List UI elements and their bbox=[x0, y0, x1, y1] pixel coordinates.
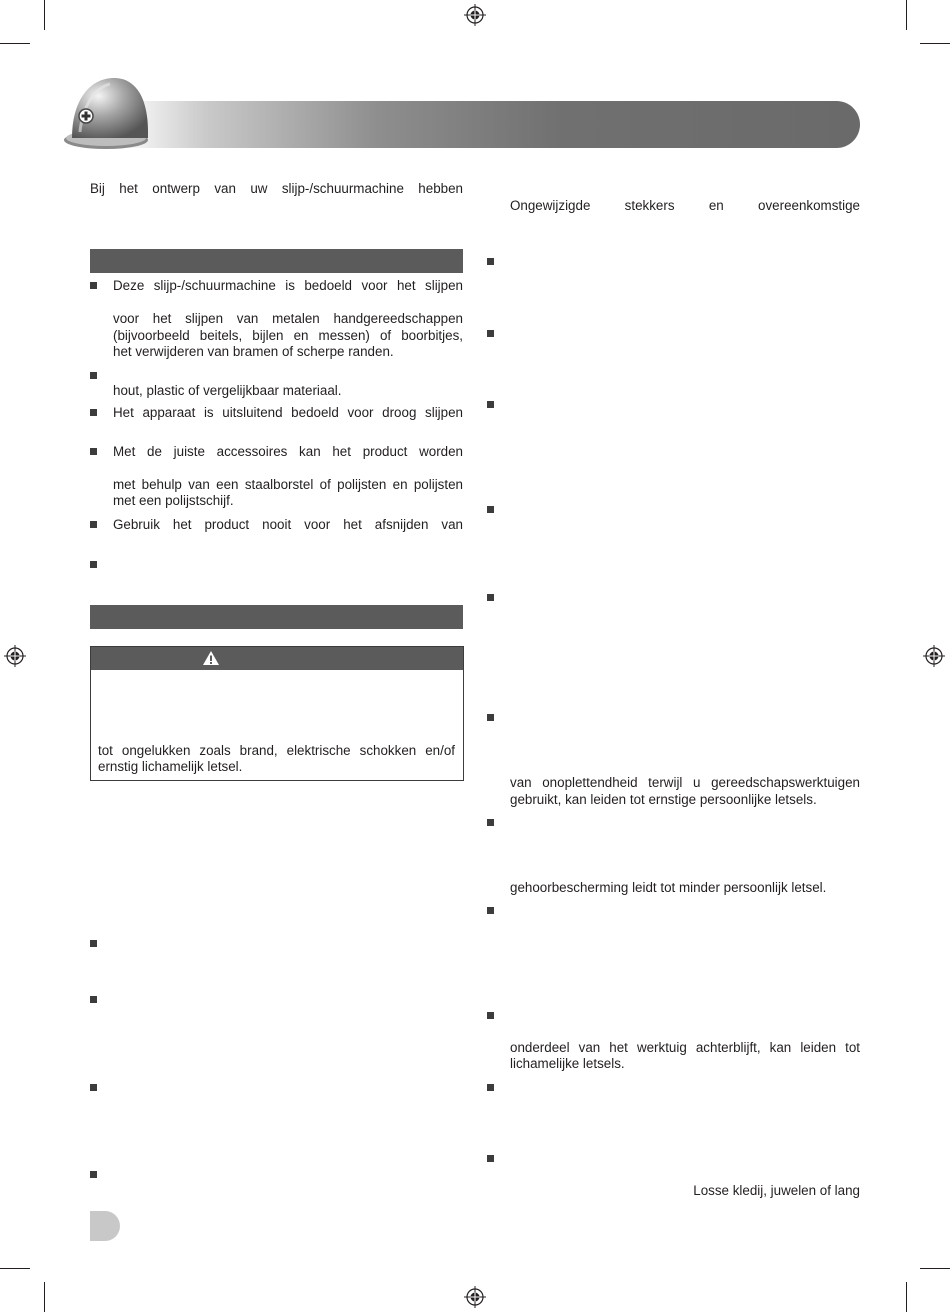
bullet-marker bbox=[90, 1084, 97, 1091]
bullet-marker bbox=[90, 996, 97, 1003]
bullet-marker bbox=[90, 409, 97, 416]
crop-mark bbox=[906, 1282, 907, 1312]
right-text: gehoorbescherming leidt tot minder persoonlijk letsel. bbox=[510, 880, 827, 895]
bullet-marker bbox=[90, 561, 97, 568]
bullet-marker bbox=[487, 1084, 494, 1091]
right-text: Ongewijzigde stekkers en overeenkomstige bbox=[510, 198, 860, 213]
bullet-text: met een polijstschijf. bbox=[113, 493, 234, 508]
bullet-marker bbox=[487, 1155, 494, 1162]
bullet-marker bbox=[90, 940, 97, 947]
bullet-marker bbox=[90, 1171, 97, 1178]
registration-mark-icon bbox=[923, 645, 945, 667]
registration-mark-icon bbox=[4, 645, 26, 667]
bullet-text: Deze slijp-/schuurmachine is bedoeld voor het slijpen bbox=[113, 278, 463, 293]
section-header-bar bbox=[90, 605, 463, 629]
bullet-marker bbox=[487, 594, 494, 601]
crop-mark bbox=[920, 1268, 950, 1269]
bullet-marker bbox=[487, 819, 494, 826]
right-text: gebruikt, kan leiden tot ernstige persoonlijke letsels. bbox=[510, 792, 817, 807]
registration-mark-icon bbox=[464, 4, 486, 26]
bullet-marker bbox=[487, 401, 494, 408]
page-tab bbox=[90, 1211, 120, 1241]
bullet-text: Gebruik het product nooit voor het afsnijden van bbox=[113, 517, 463, 532]
bullet-text: Met de juiste accessoires kan het product worden bbox=[113, 444, 463, 459]
header-banner bbox=[118, 101, 860, 148]
bullet-marker bbox=[487, 258, 494, 265]
registration-mark-icon bbox=[464, 1286, 486, 1308]
right-text: van onoplettendheid terwijl u gereedschapswerktuigen bbox=[510, 775, 860, 790]
crop-mark bbox=[0, 43, 30, 44]
bullet-text: hout, plastic of vergelijkbaar materiaal. bbox=[113, 383, 342, 398]
bullet-marker bbox=[487, 907, 494, 914]
bullet-text: voor het slijpen van metalen handgereedschappen bbox=[113, 311, 463, 326]
bullet-marker bbox=[487, 714, 494, 721]
section-header-bar bbox=[90, 249, 463, 273]
crop-mark bbox=[44, 0, 45, 30]
warning-triangle-icon bbox=[202, 650, 220, 666]
crop-mark bbox=[44, 1282, 45, 1312]
crop-mark bbox=[920, 43, 950, 44]
crop-mark bbox=[906, 0, 907, 30]
bullet-marker bbox=[90, 448, 97, 455]
bullet-marker bbox=[487, 1012, 494, 1019]
warning-header bbox=[91, 647, 463, 670]
bullet-text: (bijvoorbeeld beitels, bijlen en messen) of boorbitjes, bbox=[113, 328, 463, 343]
bullet-marker bbox=[487, 330, 494, 337]
crop-mark bbox=[0, 1268, 30, 1269]
bullet-marker bbox=[90, 282, 97, 289]
intro-text: Bij het ontwerp van uw slijp-/schuurmachine hebben bbox=[90, 181, 463, 196]
bullet-marker bbox=[90, 372, 97, 379]
helmet-icon bbox=[62, 72, 154, 152]
right-text: onderdeel van het werktuig achterblijft, kan leiden tot bbox=[510, 1040, 860, 1055]
bullet-text: met behulp van een staalborstel of polijsten en polijsten bbox=[113, 477, 463, 492]
bullet-marker bbox=[487, 506, 494, 513]
bullet-marker bbox=[90, 521, 97, 528]
bullet-text: Het apparaat is uitsluitend bedoeld voor droog slijpen bbox=[113, 405, 463, 420]
warning-text: ernstig lichamelijk letsel. bbox=[98, 759, 243, 774]
warning-text: tot ongelukken zoals brand, elektrische schokken en/of bbox=[98, 743, 455, 758]
bullet-text: het verwijderen van bramen of scherpe randen. bbox=[113, 344, 394, 359]
right-text: lichamelijke letsels. bbox=[510, 1056, 625, 1071]
right-text: Losse kledij, juwelen of lang bbox=[693, 1183, 860, 1198]
